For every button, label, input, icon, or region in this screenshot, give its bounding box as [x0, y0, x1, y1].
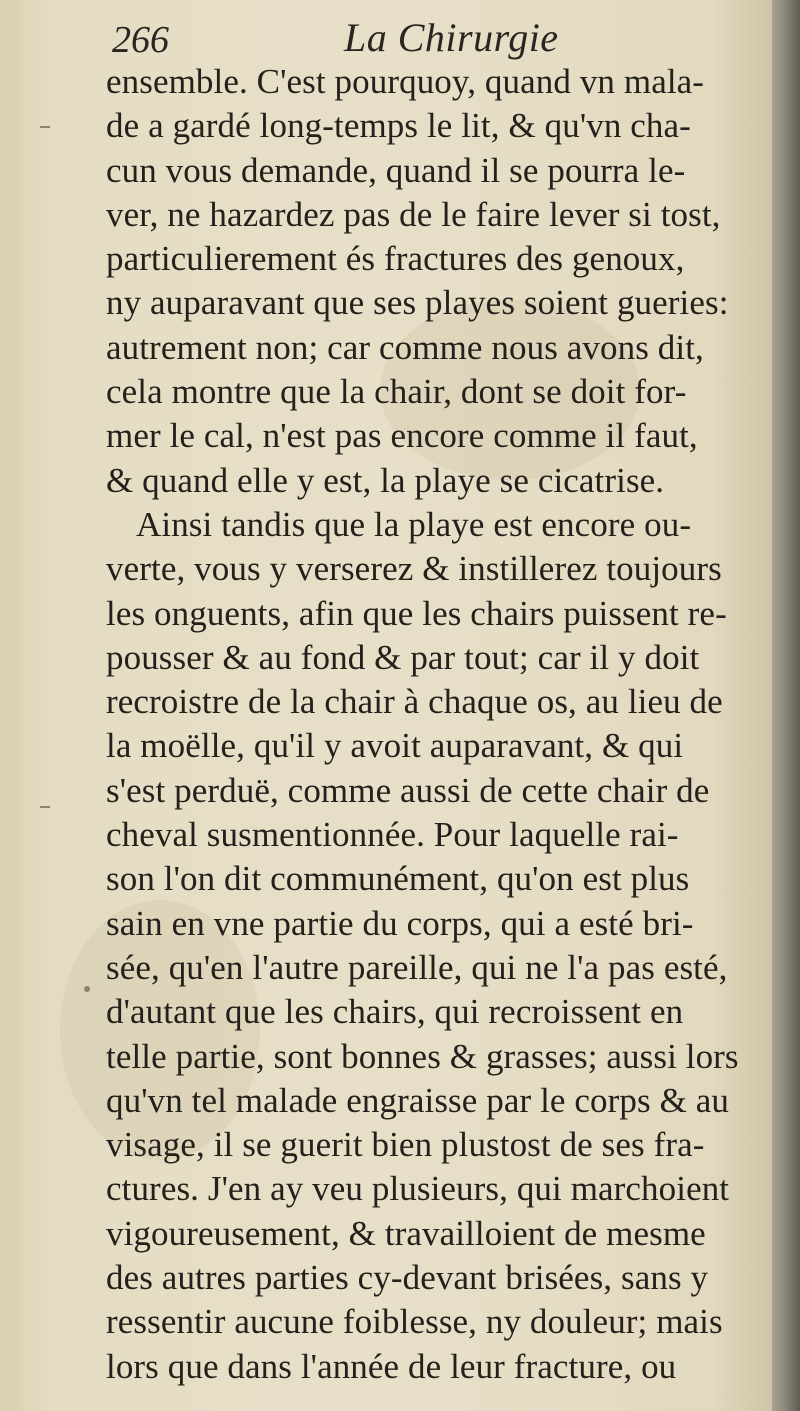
text-line: ensemble. C'est pourquoy, quand vn mala- — [106, 62, 705, 101]
text-line: ver, ne hazardez pas de le faire lever si tost, — [106, 194, 721, 234]
text-line: sée, qu'en l'autre pareille, qui ne l'a pas esté, — [106, 947, 728, 987]
text-line: cheval susmentionnée. Pour laquelle rai- — [106, 815, 679, 855]
text-line: cun vous demande, quand il se pourra le- — [106, 150, 686, 190]
text-line: son l'on dit communément, qu'on est plus — [106, 859, 690, 899]
text-line: ctures. J'en ay veu plusieurs, qui marchoient — [106, 1169, 730, 1209]
text-line: vigoureusement, & travailloient de mesme — [106, 1213, 706, 1253]
text-line: mer le cal, n'est pas encore comme il faut, — [106, 416, 698, 456]
text-line: pousser & au fond & par tout; car il y doit — [106, 637, 700, 677]
margin-mark — [84, 986, 90, 992]
text-line: de a gardé long-temps le lit, & qu'vn cha- — [106, 106, 691, 146]
text-line: Ainsi tandis que la playe est encore ou- — [136, 504, 692, 544]
text-line: d'autant que les chairs, qui recroissent en — [106, 992, 684, 1032]
text-line: telle partie, sont bonnes & grasses; aussi lors — [106, 1036, 739, 1076]
text-line: les onguents, afin que les chairs puissent re- — [106, 593, 727, 633]
text-line: la moëlle, qu'il y avoit auparavant, & qui — [106, 726, 684, 766]
body-text — [106, 60, 766, 1389]
text-line: particulierement és fractures des genoux, — [106, 239, 685, 279]
text-line: ny auparavant que ses playes soient gueries: — [106, 283, 729, 323]
margin-mark — [40, 126, 50, 128]
text-line: sain en vne partie du corps, qui a esté bri- — [106, 903, 694, 943]
text-line: s'est perduë, comme aussi de cette chair de — [106, 770, 710, 810]
text-line: visage, il se guerit bien plustost de ses fra- — [106, 1125, 705, 1165]
text-line: verte, vous y verserez & instillerez toujours — [106, 549, 722, 589]
text-line: & quand elle y est, la playe se cicatrise. — [106, 460, 665, 500]
text-line: cela montre que la chair, dont se doit for- — [106, 372, 687, 412]
text-line: lors que dans l'année de leur fracture, ou — [106, 1346, 677, 1386]
page-edge — [772, 0, 800, 1411]
running-title: La Chirurgie — [344, 15, 559, 60]
text-line: des autres parties cy-devant brisées, sans y — [106, 1258, 709, 1298]
text-line: ressentir aucune foiblesse, ny douleur; mais — [106, 1302, 723, 1342]
page-number: 266 — [112, 19, 169, 61]
margin-mark — [40, 806, 50, 808]
text-line: qu'vn tel malade engraisse par le corps & au — [106, 1080, 729, 1120]
text-line: autrement non; car comme nous avons dit, — [106, 327, 704, 367]
text-line: recroistre de la chair à chaque os, au lieu de — [106, 682, 723, 722]
